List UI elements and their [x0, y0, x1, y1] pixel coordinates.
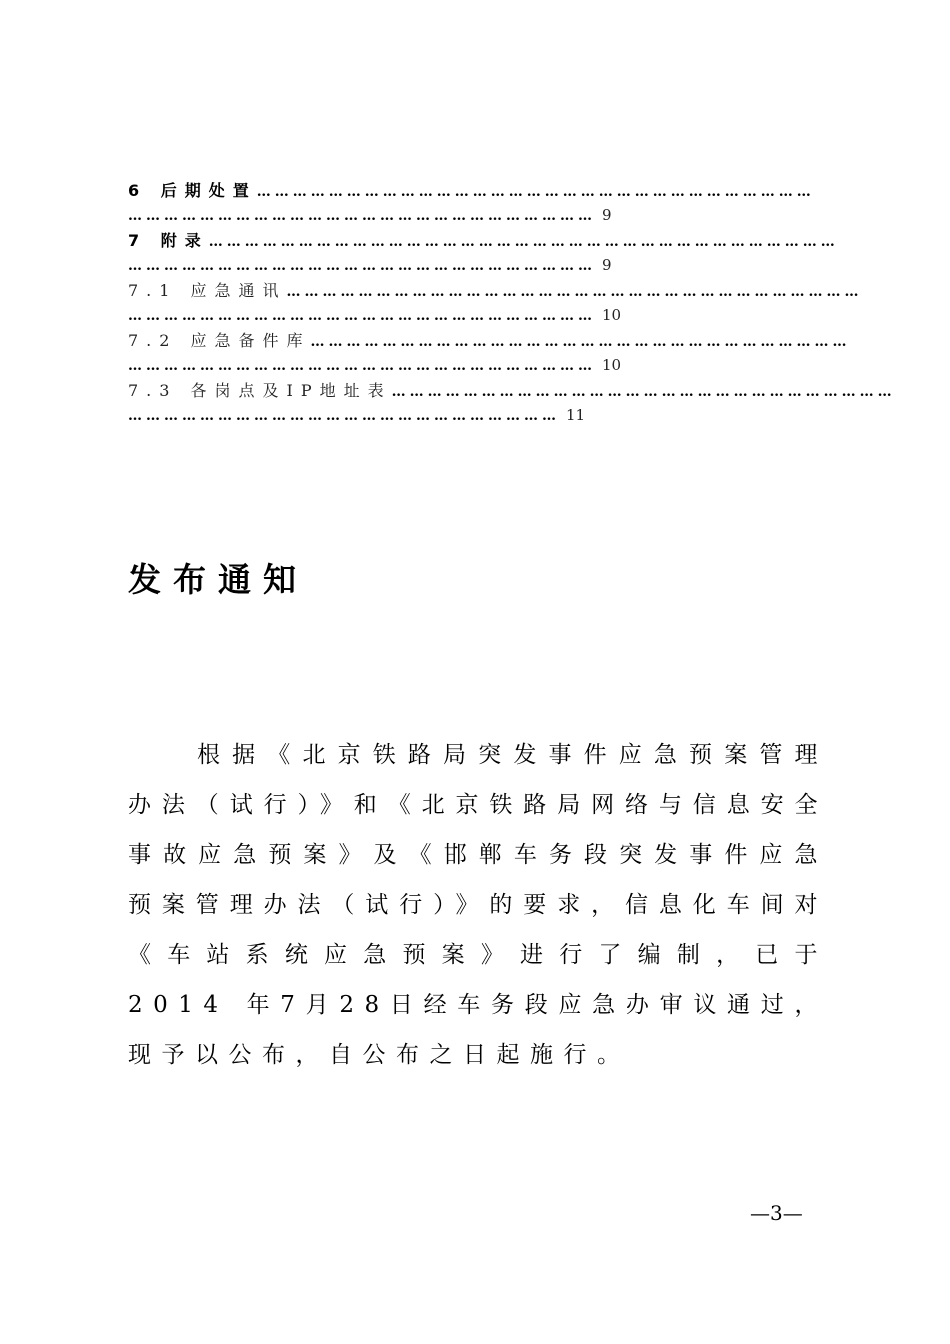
toc-entry-7-2[interactable]: [128, 328, 851, 378]
toc-leader-dots: …………………………………………………………………………………: [256, 184, 815, 200]
table-of-contents: [128, 178, 896, 428]
toc-entry-7[interactable]: [128, 228, 839, 278]
notice-paragraph: 根据《北京铁路局突发事件应急预案管理办法（试行）》和《北京铁路局网络与信息安全事故应急预案》及《邯郸车务段突发事件应急预案管理办法（试行）》的要求，信息化车间对《车站系统应急预案》进行了编制，已于2014 年7月28日经车务段应急办审议通过，现予以公布，自公布之日起施行。: [128, 742, 828, 1068]
toc-leader-dots: …………………………………………………………………………: [391, 384, 896, 400]
toc-entry-title: 7.2 应急备件库: [128, 331, 311, 350]
toc-entry-title: 7.1 应急通讯: [128, 281, 287, 300]
toc-page-number: 9: [602, 206, 612, 224]
toc-leader-dots: ……………………………………………………………………: [128, 308, 596, 324]
toc-page-number: 11: [566, 406, 586, 424]
page-number: —3—: [750, 1201, 803, 1225]
toc-page-number: 9: [602, 256, 612, 274]
toc-entry-title: 7.3 各岗点及IP地址表: [128, 381, 392, 400]
toc-entry-7-1[interactable]: [128, 278, 863, 328]
toc-leader-dots: ……………………………………………………………………: [128, 208, 596, 224]
section-heading: 发布通知: [128, 560, 308, 599]
toc-entry-7-3[interactable]: [128, 378, 896, 428]
toc-entry-title: 6 后期处置: [128, 181, 257, 200]
toc-page-number: 10: [602, 306, 622, 324]
toc-entry-6[interactable]: [128, 178, 818, 228]
toc-leader-dots: ………………………………………………………………: [128, 408, 560, 424]
toc-leader-dots: ……………………………………………………………………………………: [286, 284, 863, 300]
toc-leader-dots: ……………………………………………………………………………………………: [208, 234, 839, 250]
toc-leader-dots: ……………………………………………………………………: [128, 258, 596, 274]
toc-page-number: 10: [602, 356, 622, 374]
toc-leader-dots: ………………………………………………………………………………: [310, 334, 851, 350]
toc-leader-dots: ……………………………………………………………………: [128, 358, 596, 374]
toc-entry-title: 7 附录: [128, 231, 209, 250]
